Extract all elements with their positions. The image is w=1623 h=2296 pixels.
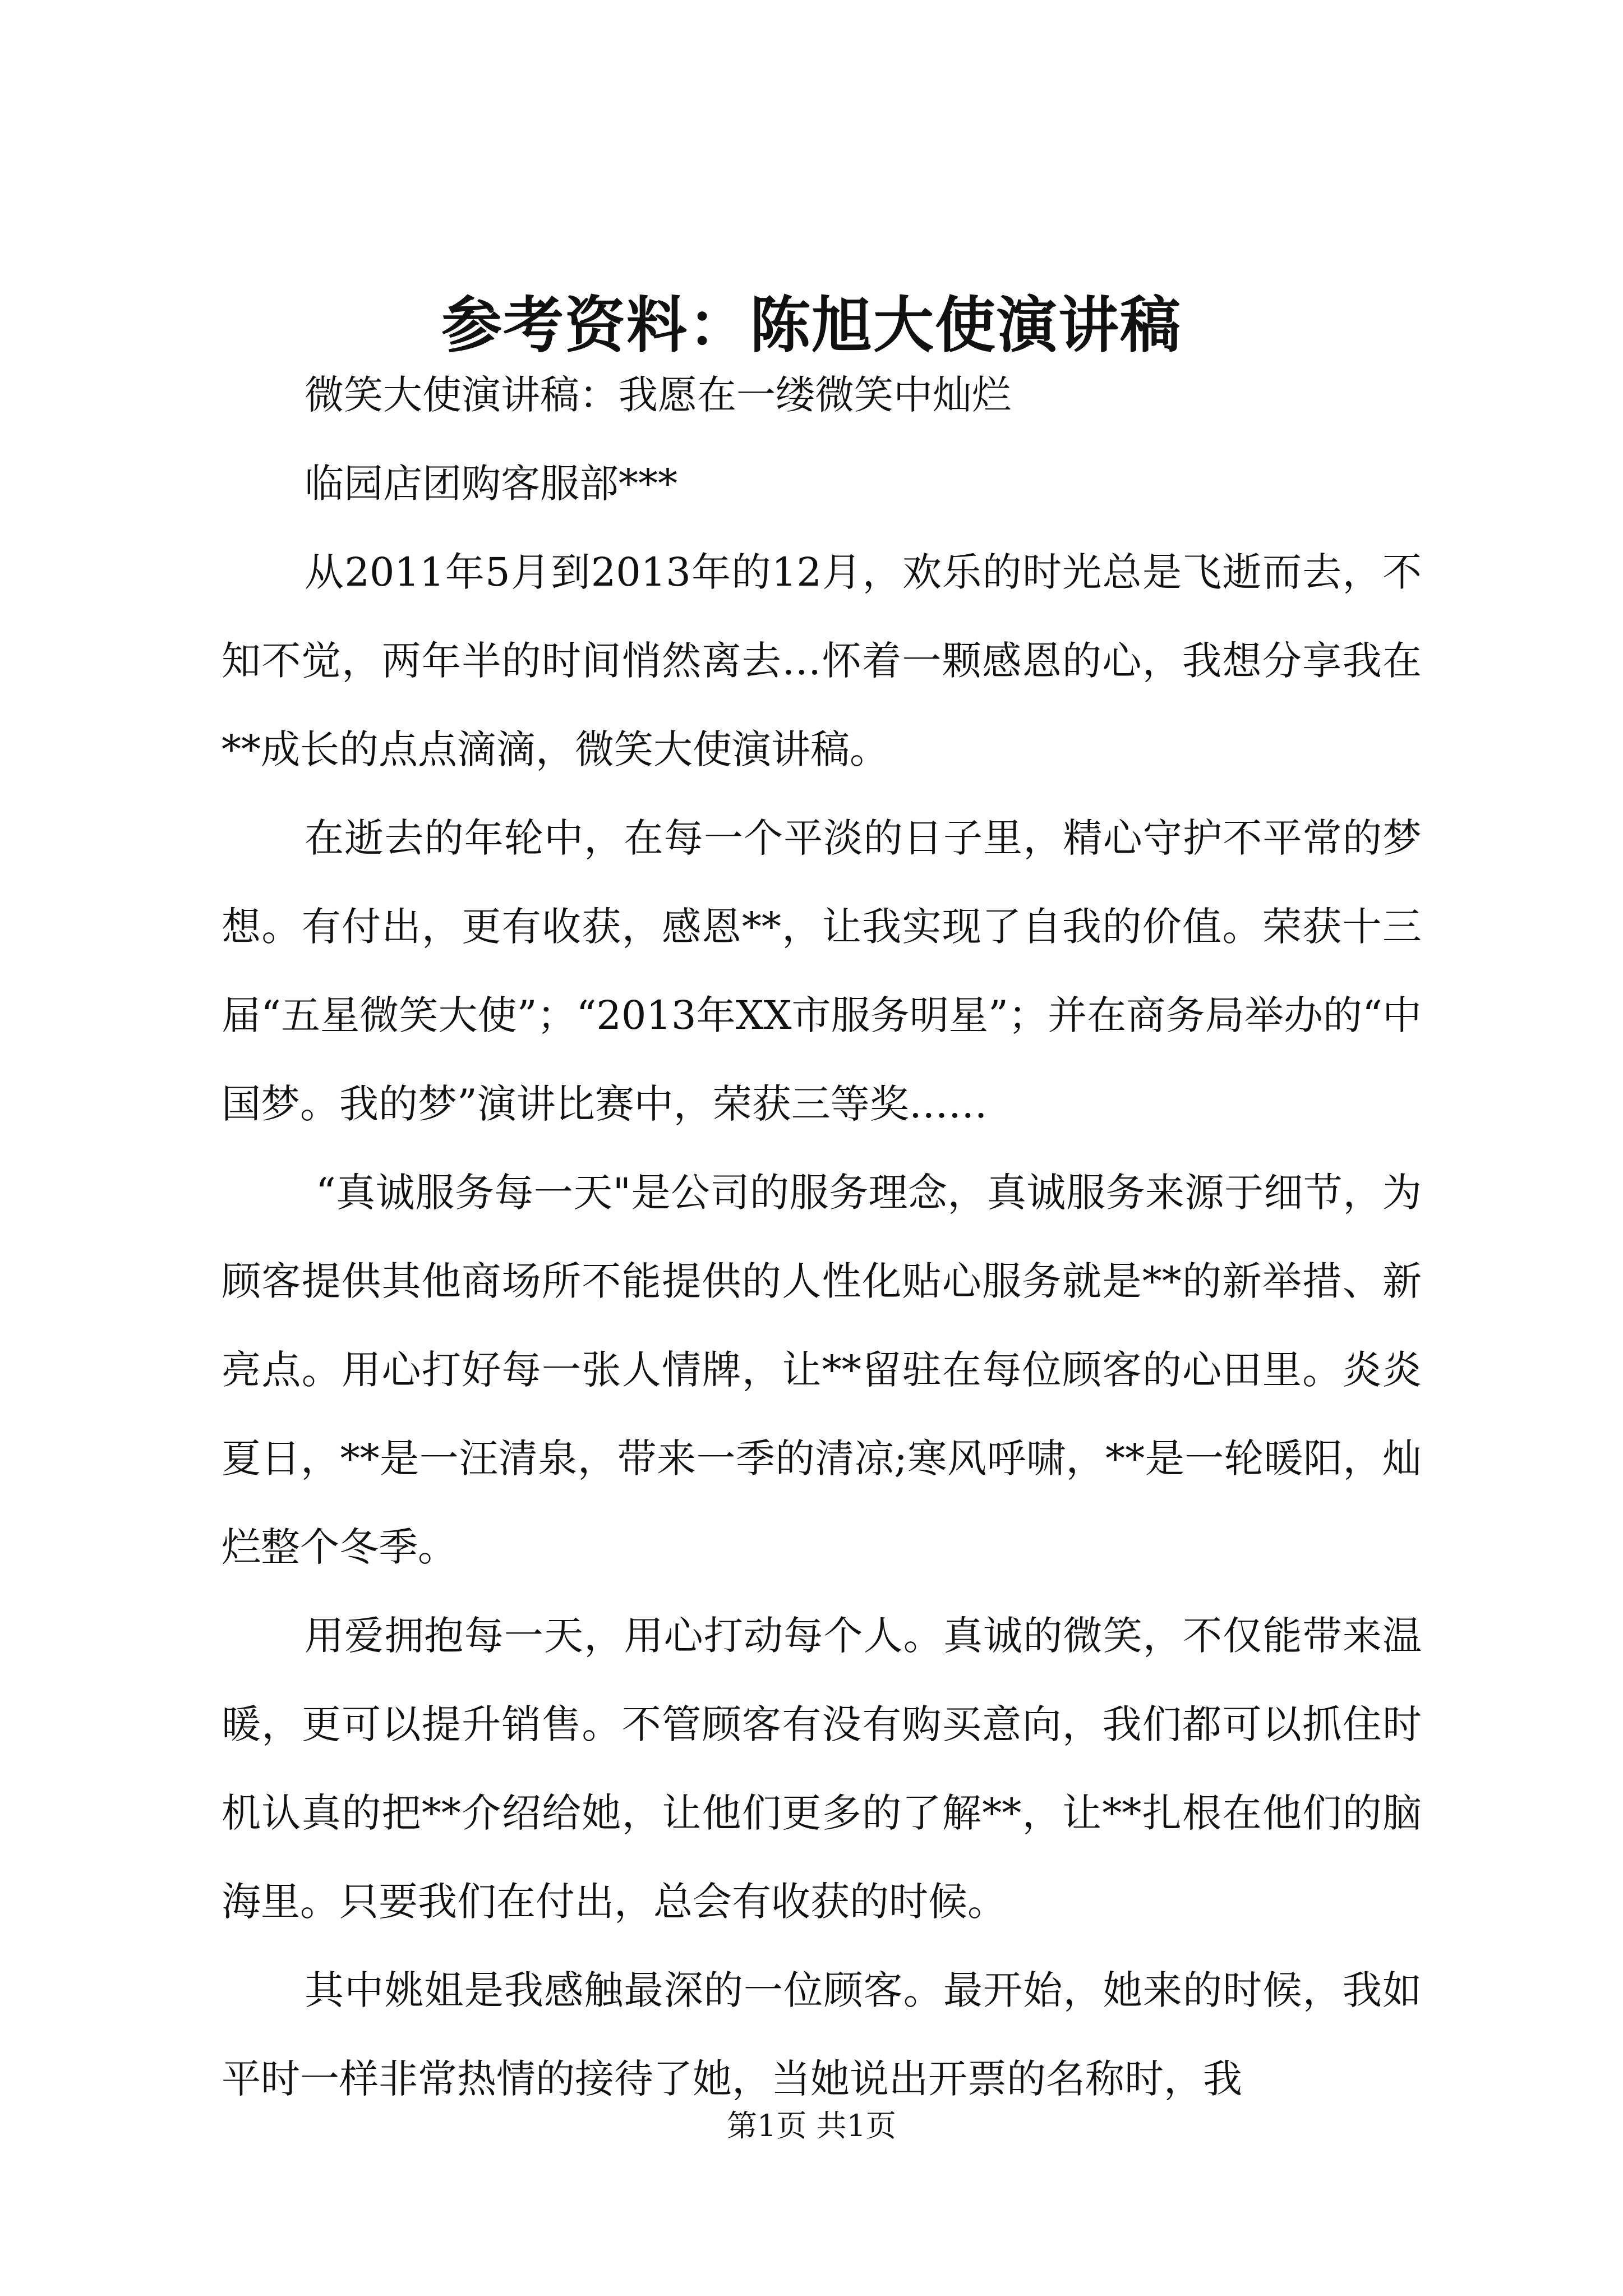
subtitle-paragraph: 微笑大使演讲稿：我愿在一缕微笑中灿烂 <box>305 372 1011 418</box>
author-line: 临园店团购客服部*** <box>305 461 677 507</box>
document-title: 参考资料：陈旭大使演讲稿 <box>441 290 1182 361</box>
body-paragraph: 其中姚姐是我感触最深的一位顾客。最开始，她来的时候，我如平时一样非常热情的接待了她，当她说出开票的名称时，我 <box>222 1967 1422 2102</box>
page-number-footer: 第1页 共1页 <box>727 2108 896 2143</box>
body-paragraph: “真诚服务每一天"是公司的服务理念，真诚服务来源于细节，为顾客提供其他商场所不能提供的人性化贴心服务就是**的新举措、新亮点。用心打好每一张人情牌，让**留驻在每位顾客的心田里。炎炎夏日，**是一汪清泉，带来一季的清凉;寒风呼啸，**是一轮暖阳，灿烂整个冬季。 <box>222 1170 1422 1570</box>
document-body <box>222 351 1422 2123</box>
body-paragraph: 从2011年5月到2013年的12月，欢乐的时光总是飞逝而去，不知不觉，两年半的时间悄然离去…怀着一颗感恩的心，我想分享我在**成长的点点滴滴，微笑大使演讲稿。 <box>222 549 1422 772</box>
body-paragraph: 用爱拥抱每一天，用心打动每个人。真诚的微笑，不仅能带来温暖，更可以提升销售。不管顾客有没有购买意向，我们都可以抓住时机认真的把**介绍给她，让他们更多的了解**，让**扎根在他们的脑海里。只要我们在付出，总会有收获的时候。 <box>222 1613 1422 1925</box>
body-paragraph: 在逝去的年轮中，在每一个平淡的日子里，精心守护不平常的梦想。有付出，更有收获，感恩**，让我实现了自我的价值。荣获十三届“五星微笑大使”；“2013年XX市服务明星”；并在商务局举办的“中国梦。我的梦”演讲比赛中，荣获三等奖…… <box>222 815 1422 1127</box>
